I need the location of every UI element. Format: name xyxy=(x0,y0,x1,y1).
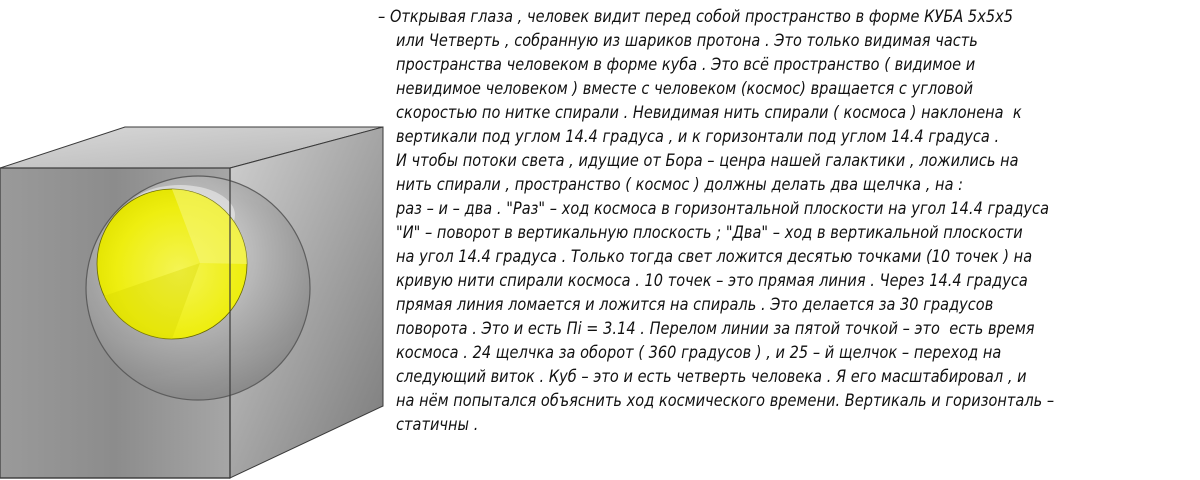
text-line: на угол 14.4 градуса . Только тогда свет ложится десятью точками (10 точек ) на xyxy=(396,247,1033,266)
text-line: статичны . xyxy=(396,415,479,434)
cube-figure xyxy=(0,120,390,480)
cube-sphere-cone-icon xyxy=(0,120,390,480)
text-line: прямая линия ломается и ложится на спираль . Это делается за 30 градусов xyxy=(396,295,994,314)
text-line: космоса . 24 щелчка за оборот ( 360 градусов ) , и 25 – й щелчок – переход на xyxy=(396,343,1002,362)
text-line: "И" – поворот в вертикальную плоскость ; "Два" – ход в вертикальной плоскости xyxy=(396,223,1023,242)
text-line: – Открывая глаза , человек видит перед собой пространство в форме КУБА 5х5х5 xyxy=(378,7,1014,26)
text-line: вертикали под углом 14.4 градуса , и к горизонтали под углом 14.4 градуса . xyxy=(396,127,1000,146)
text-line: скоростью по нитке спирали . Невидимая нить спирали ( космоса ) наклонена к xyxy=(396,103,1022,122)
text-line: кривую нити спирали космоса . 10 точек – это прямая линия . Через 14.4 градуса xyxy=(396,271,1028,290)
text-line: поворота . Это и есть Пi = 3.14 . Перелом линии за пятой точкой – это есть время xyxy=(396,319,1035,338)
text-line: на нём попытался объяснить ход космического времени. Вертикаль и горизонталь – xyxy=(396,391,1055,410)
text-line: раз – и – два . "Раз" – ход космоса в горизонтальной плоскости на угол 14.4 градуса xyxy=(396,199,1050,218)
text-line: следующий виток . Куб – это и есть четверть человека . Я его масштабировал , и xyxy=(396,367,1027,386)
text-line: нить спирали , пространство ( космос ) должны делать два щелчка , на : xyxy=(396,175,964,194)
text-line: или Четверть , собранную из шариков протона . Это только видимая часть xyxy=(396,31,978,50)
text-line: невидимое человеком ) вместе с человеком (космос) вращается с угловой xyxy=(396,79,974,98)
text-line: пространства человеком в форме куба . Это всё пространство ( видимое и xyxy=(396,55,976,74)
description-text xyxy=(378,6,1200,480)
text-line: И чтобы потоки света , идущие от Бора – ценра нашей галактики , ложились на xyxy=(396,151,1019,170)
